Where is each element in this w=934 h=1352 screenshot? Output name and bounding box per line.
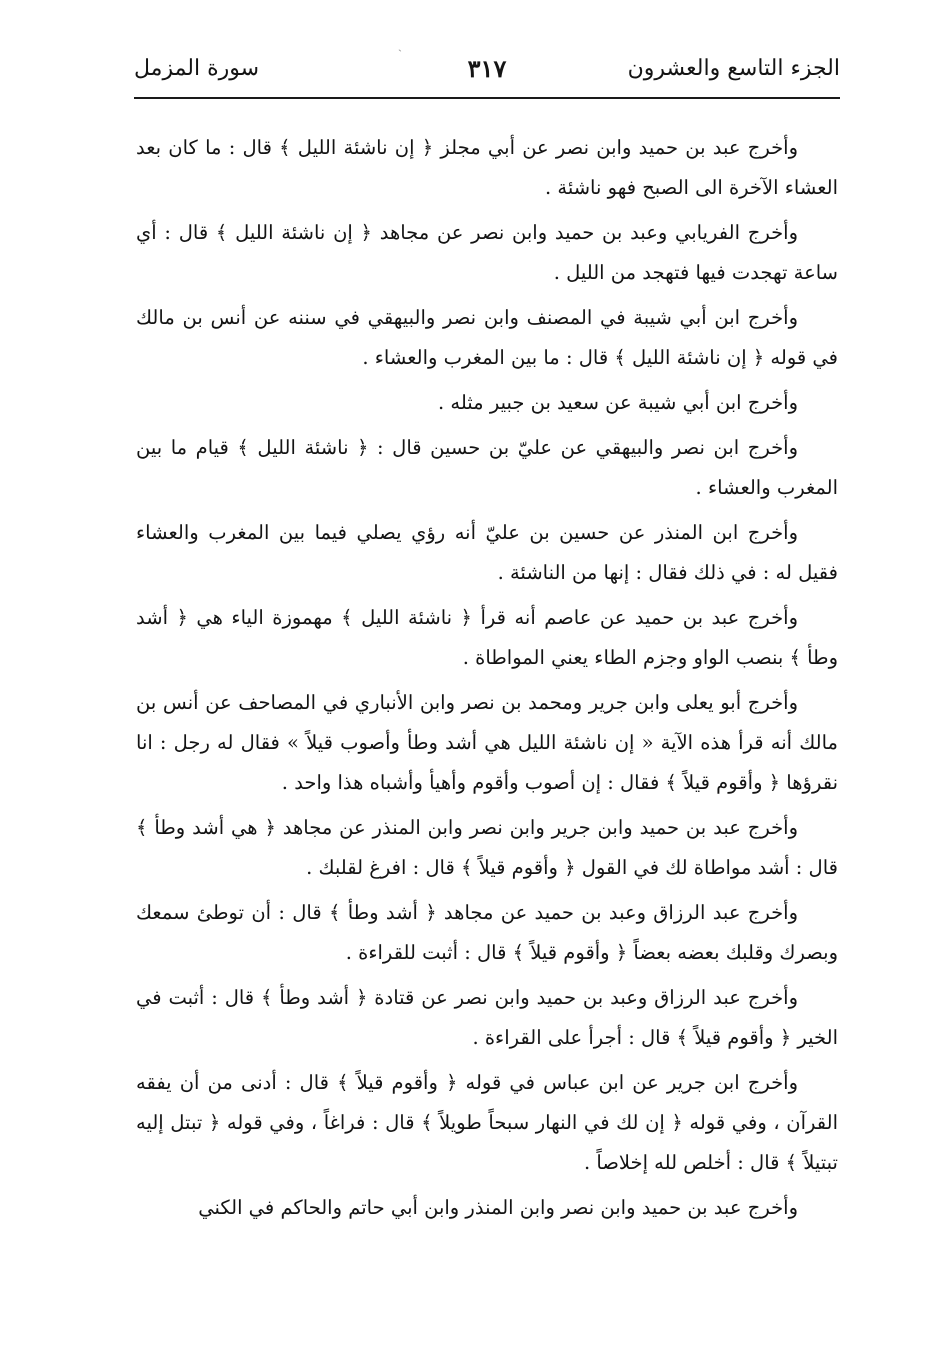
paragraph: وأخرج ابن المنذر عن حسين بن عليّ أنه رؤي يصلي فيما بين المغرب والعشاء فقيل له : في ذلك فقال : إنها من الناشئة .: [136, 521, 838, 584]
paragraph: وأخرج عبد بن حميد وابن نصر عن أبي مجلز ﴿ إن ناشئة الليل ﴾ قال : ما كان بعد العشاء الآخرة الى الصبح فهو ناشئة .: [136, 136, 838, 199]
paragraph: وأخرج ابن أبي شيبة في المصنف وابن نصر والبيهقي في سننه عن أنس بن مالك في قوله ﴿ إن ناشئة الليل ﴾ قال : ما بين المغرب والعشاء .: [136, 306, 838, 369]
paragraph: وأخرج عبد بن حميد عن عاصم أنه قرأ ﴿ ناشئة الليل ﴾ مهموزة الياء هي ﴿ أشد وطأ ﴾ بنصب الواو وجزم الطاء يعني المواطاة .: [136, 606, 838, 669]
part-title: الجزء التاسع والعشرون: [627, 56, 840, 81]
paragraph: وأخرج الفريابي وعبد بن حميد وابن نصر عن مجاهد ﴿ إن ناشئة الليل ﴾ قال : أي ساعة تهجدت فيها فتهجد من الليل .: [136, 221, 838, 284]
paragraph: وأخرج ابن جرير عن ابن عباس في قوله ﴿ وأقوم قيلاً ﴾ قال : أدنى من أن يفقه القرآن ، وفي قوله ﴿ إن لك في النهار سبحاً طويلاً ﴾ قال : فراغاً ، وفي قوله ﴿ تبتل إليه تبتيلاً ﴾ قال : أخلص لله إخلاصاً .: [136, 1071, 838, 1174]
paragraph: وأخرج عبد بن حميد وابن نصر وابن المنذر وابن أبي حاتم والحاكم في الكني: [198, 1196, 798, 1219]
page-number: ٣١٧: [467, 54, 507, 83]
paragraph: وأخرج عبد بن حميد وابن جرير وابن نصر وابن المنذر عن مجاهد ﴿ هي أشد وطأ ﴾ قال : أشد مواطاة لك في القول ﴿ وأقوم قيلاً ﴾ قال : افرغ لقلبك .: [136, 816, 838, 879]
surah-title: سورة المزمل: [134, 56, 260, 81]
running-header: [134, 46, 840, 96]
paragraph: وأخرج عبد الرزاق وعبد بن حميد عن مجاهد ﴿ أشد وطأ ﴾ قال : أن توطئ سمعك وبصرك وقلبك بعضه بعضاً ﴿ وأقوم قيلاً ﴾ قال : أثبت للقراءة .: [136, 901, 838, 964]
paragraph: وأخرج ابن أبي شيبة عن سعيد بن جبير مثله .: [437, 391, 798, 414]
scan-mark: ˏ: [398, 38, 402, 52]
paragraph: وأخرج أبو يعلى وابن جرير ومحمد بن نصر وابن الأنباري في المصاحف عن أنس بن مالك أنه قرأ هذه الآية « إن ناشئة الليل هي أشد وطأ وأصوب قيلاً » فقال له رجل : انا نقرؤها ﴿ وأقوم قيلاً ﴾ فقال : إن أصوب وأقوم وأهيأ وأشباه هذا واحد .: [136, 691, 838, 794]
paragraph: وأخرج ابن نصر والبيهقي عن عليّ بن حسين قال : ﴿ ناشئة الليل ﴾ قيام ما بين المغرب والعشاء .: [136, 436, 838, 499]
header-rule: [134, 97, 840, 99]
paragraph: وأخرج عبد الرزاق وعبد بن حميد وابن نصر عن قتادة ﴿ أشد وطأ ﴾ قال : أثبت في الخير ﴿ وأقوم قيلاً ﴾ قال : أجرأ على القراءة .: [136, 986, 838, 1049]
page-body: [136, 128, 838, 1228]
